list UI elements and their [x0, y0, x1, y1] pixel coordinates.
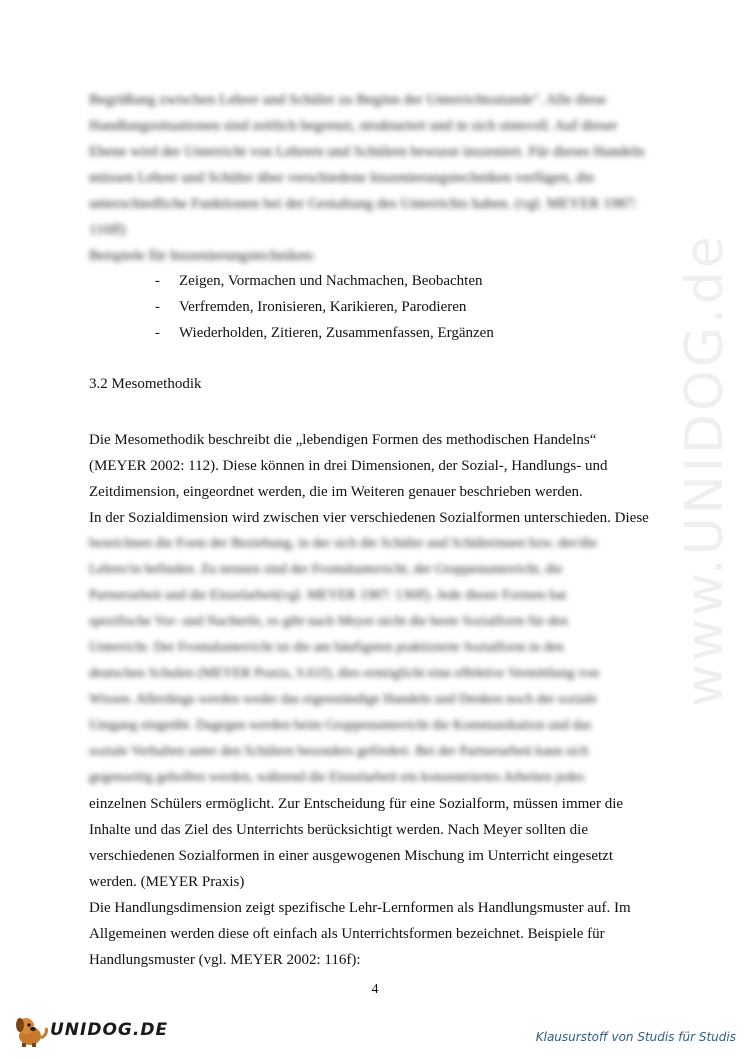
text-line: Beispiele für Inszenierungstechniken: [89, 248, 316, 264]
text-line: soziale Verhalten unter den Schülern besonders gefördert. Bei der Partnerarbeit kann sich [89, 744, 589, 759]
list-dash: - [155, 273, 160, 289]
watermark: www.UNIDOG.de [675, 233, 735, 707]
list-item [155, 268, 494, 294]
text-line: 116ff) [89, 222, 126, 238]
text-line: Umgang eingeübt. Dagegen werden beim Gruppenunterricht die Kommunikation und das [89, 718, 592, 733]
text-line: Begrüßung zwischen Lehrer und Schüler zu Beginn der Unterrichtsstunde". Alle diese [89, 92, 607, 108]
list-dash: - [155, 325, 160, 341]
text-line: spezifische Vor- und Nachteile, es gibt nach Meyer nicht die beste Sozialform für den [89, 614, 568, 629]
text-line: verschiedenen Sozialformen in einer ausgewogenen Mischung im Unterricht eingesetzt [89, 848, 613, 864]
text-line: In der Sozialdimension wird zwischen vier verschiedenen Sozialformen unterschieden. Diese [89, 510, 649, 526]
text-line: gegenseitig geholfen werden, während die Einzelarbeit ein konzentriertes Arbeiten jedes [89, 770, 585, 785]
list-item-text: Wiederholden, Zitieren, Zusammenfassen, Ergänzen [179, 325, 494, 341]
text-line: bezeichnen die Form der Beziehung, in der sich die Schüler und Schülerinnen bzw. der/die [89, 536, 597, 551]
list-item-text: Verfremden, Ironisieren, Karikieren, Parodieren [179, 299, 467, 315]
text-line: unterschiedliche Funktionen bei der Gestaltung des Unterrichts haben. (vgl. MEYER 1987: [89, 196, 638, 212]
dog-icon [12, 1014, 52, 1048]
blurred-paragraph-middle [89, 531, 669, 791]
text-line: müssen Lehrer und Schüler über verschiedene Inszenierungstechniken verfügen, die [89, 170, 595, 186]
text-line: Allgemeinen werden diese oft einfach als Unterrichtsformen bezeichnet. Beispiele für [89, 926, 605, 942]
text-line: Handlungsmuster (vgl. MEYER 2002: 116f): [89, 952, 361, 968]
text-line: Zeitdimension, eingeordnet werden, die im Weiteren genauer beschrieben werden. [89, 484, 583, 500]
section-heading: 3.2 Mesomethodik [89, 376, 202, 392]
text-line: Handlungssituationen sind zeitlich begrenzt, strukturiert und in sich sinnvoll. Auf dieser [89, 118, 618, 134]
footer-tagline: Klausurstoff von Studis für Studis [535, 1030, 736, 1044]
technique-list [155, 268, 494, 346]
text-line: deutschen Schulen (MEYER Praxis, S.61f), dies ermöglicht eine effektive Vermittlung von [89, 666, 599, 681]
text-line: Inhalte und das Ziel des Unterrichts berücksichtigt werden. Nach Meyer sollten die [89, 822, 589, 838]
list-dash: - [155, 299, 160, 315]
list-item-text: Zeigen, Vormachen und Nachmachen, Beobachten [179, 273, 483, 289]
text-line: Die Mesomethodik beschreibt die „lebendigen Formen des methodischen Handelns“ [89, 432, 597, 448]
logo-text: UNIDOG.DE [50, 1020, 169, 1040]
paragraph-sozialform [89, 791, 669, 973]
blurred-paragraph-top [89, 87, 669, 269]
text-line: (MEYER 2002: 112). Diese können in drei Dimensionen, der Sozial-, Handlungs- und [89, 458, 608, 474]
list-item [155, 320, 494, 346]
text-line: Wissen. Allerdings werden weder das eigenständige Handeln und Denken noch der soziale [89, 692, 597, 707]
list-item [155, 294, 494, 320]
text-line: Partnerarbeit und die Einzelarbeit(vgl. MEYER 1987: 136ff). Jede dieser Formen hat [89, 588, 567, 603]
text-line: Lehrer/in befinden. Zu nennen sind der Frontalunterricht, der Gruppenunterricht, die [89, 562, 563, 577]
page-number: 4 [371, 982, 379, 997]
text-line: Unterricht. Der Frontalunterricht ist die am häufigsten praktizierte Sozialform in den [89, 640, 564, 655]
text-line: einzelnen Schülers ermöglicht. Zur Entscheidung für eine Sozialform, müssen immer die [89, 796, 624, 812]
paragraph-mesomethodik [89, 427, 669, 531]
text-line: Die Handlungsdimension zeigt spezifische Lehr-Lernformen als Handlungsmuster auf. Im [89, 900, 631, 916]
text-line: Ebene wird der Unterricht von Lehrern und Schülern bewusst inszeniert. Für dieses Handeln [89, 144, 645, 160]
unidog-logo[interactable] [12, 1014, 172, 1048]
text-line: werden. (MEYER Praxis) [89, 874, 245, 890]
